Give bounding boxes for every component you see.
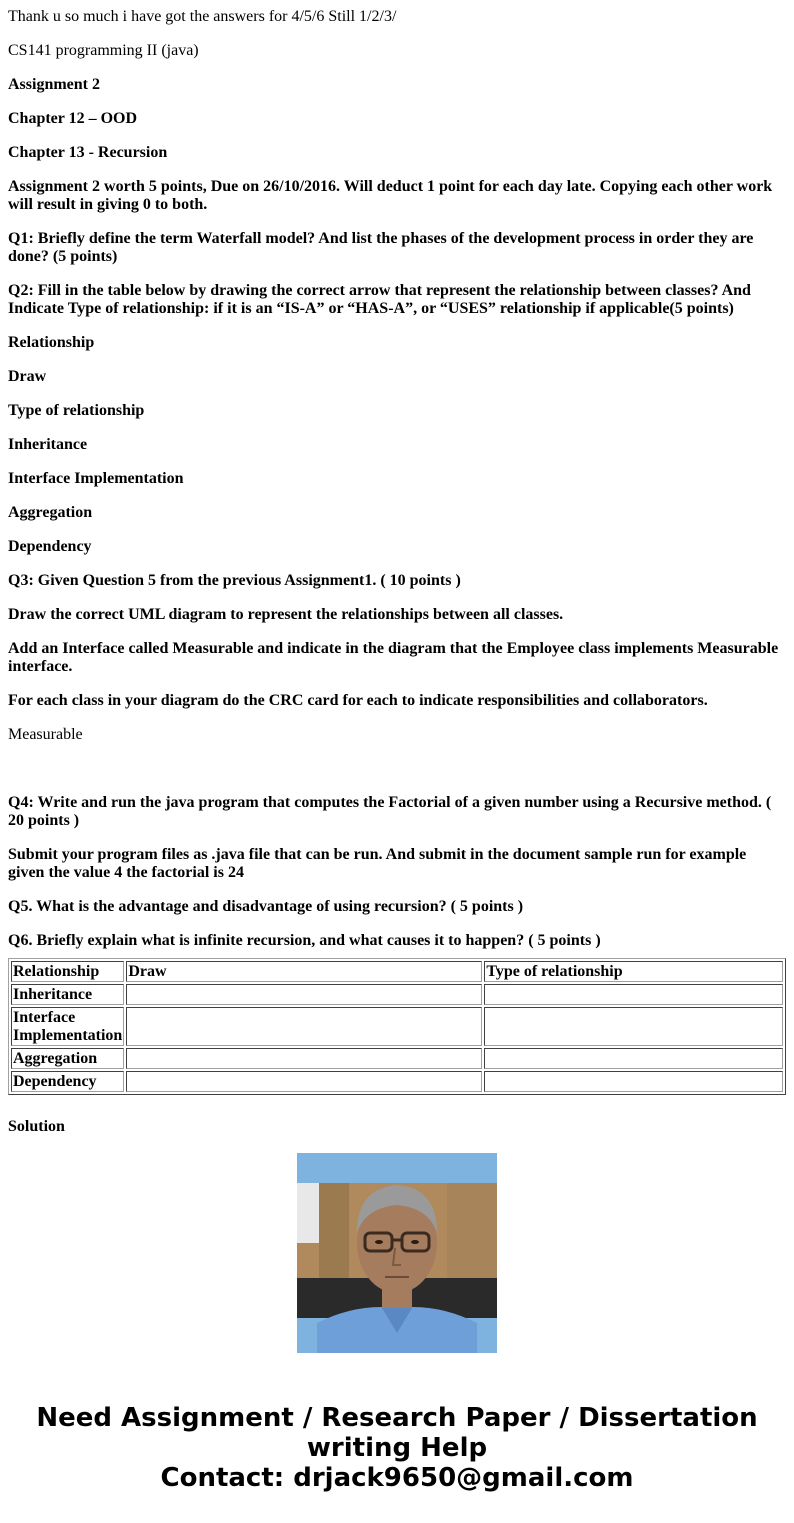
promo-banner: [0, 1403, 794, 1493]
cell-draw: [126, 1048, 482, 1069]
cell-draw: [126, 1071, 482, 1092]
author-avatar: [297, 1153, 497, 1353]
cell-relationship: Dependency: [11, 1071, 124, 1092]
promo-line-1: Need Assignment / Research Paper / Dissertation: [36, 1403, 758, 1433]
chapter-13-heading: Chapter 13 - Recursion: [8, 144, 168, 161]
question-3-crc: For each class in your diagram do the CRC card for each to indicate responsibilities and collaborators.: [8, 692, 708, 709]
cell-draw: [126, 1007, 482, 1046]
cell-relationship: Aggregation: [11, 1048, 124, 1069]
table-row: [11, 1007, 783, 1046]
cell-type: [484, 1071, 783, 1092]
assignment-document: [8, 8, 786, 1095]
question-5: Q5. What is the advantage and disadvantage of using recursion? ( 5 points ): [8, 898, 524, 915]
measurable-label: Measurable: [8, 726, 83, 743]
chapter-12-heading: Chapter 12 – OOD: [8, 110, 138, 127]
promo-line-2: writing Help: [306, 1433, 488, 1463]
cell-relationship: Inheritance: [11, 984, 124, 1005]
table-row: [11, 1048, 783, 1069]
cell-type: [484, 1007, 783, 1046]
question-4: Q4: Write and run the java program that computes the Factorial of a given number using a Recursive method. ( 20 points ): [8, 794, 772, 829]
label-dependency: Dependency: [8, 538, 92, 555]
table-row: [11, 1071, 783, 1092]
header-draw: Draw: [126, 961, 482, 982]
question-6: Q6. Briefly explain what is infinite recursion, and what causes it to happen? ( 5 points ): [8, 932, 601, 949]
person-photo-icon: [297, 1153, 497, 1353]
promo-contact: Contact: drjack9650@gmail.com: [160, 1463, 634, 1493]
cell-type: [484, 1048, 783, 1069]
header-type: Type of relationship: [484, 961, 783, 982]
blank-line: [8, 760, 786, 778]
question-3: Q3: Given Question 5 from the previous Assignment1. ( 10 points ): [8, 572, 461, 589]
table-row: [11, 984, 783, 1005]
table-header-row: [11, 961, 783, 982]
label-aggregation: Aggregation: [8, 504, 93, 521]
cell-relationship: Interface Implementation: [13, 1009, 123, 1044]
question-1: Q1: Briefly define the term Waterfall model? And list the phases of the development process in order they are done? (5 points): [8, 230, 754, 265]
label-draw: Draw: [8, 368, 47, 385]
cell-draw: [126, 984, 482, 1005]
label-type-of-relationship: Type of relationship: [8, 402, 145, 419]
relationship-table: [8, 958, 786, 1095]
policy-text: Assignment 2 worth 5 points, Due on 26/10/2016. Will deduct 1 point for each day late. Copying each other work will result in giving 0 to both.: [8, 178, 773, 213]
question-3-uml: Draw the correct UML diagram to represent the relationships between all classes.: [8, 606, 564, 623]
solution-heading-cropped: Solution: [8, 1118, 65, 1135]
course-title: CS141 programming II (java): [8, 42, 199, 59]
question-4-submit: Submit your program files as .java file that can be run. And submit in the document sample run for example given the value 4 the factorial is 24: [8, 846, 747, 881]
intro-line: Thank u so much i have got the answers for 4/5/6 Still 1/2/3/: [8, 8, 397, 25]
question-3-interface: Add an Interface called Measurable and indicate in the diagram that the Employee class implements Measurable interface.: [8, 640, 779, 675]
label-interface-implementation: Interface Implementation: [8, 470, 184, 487]
label-relationship: Relationship: [8, 334, 95, 351]
header-relationship: Relationship: [11, 961, 124, 982]
question-2: Q2: Fill in the table below by drawing the correct arrow that represent the relationship between classes? And Indicate Type of relationship: if it is an “IS-A” or “HAS-A”, or “USES” relationship if applicable(5 points): [8, 282, 751, 317]
cell-type: [484, 984, 783, 1005]
label-inheritance: Inheritance: [8, 436, 88, 453]
assignment-title: Assignment 2: [8, 76, 101, 93]
